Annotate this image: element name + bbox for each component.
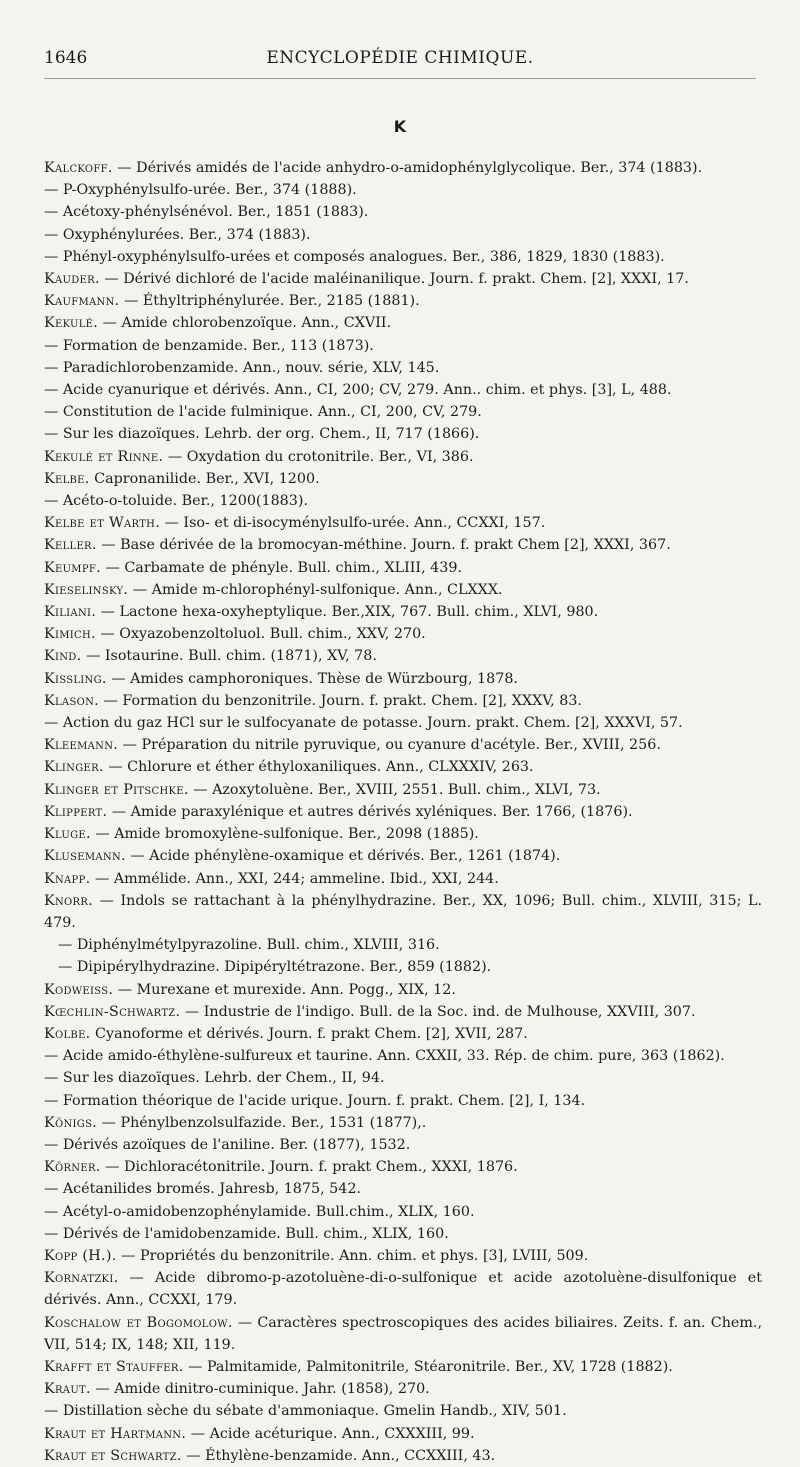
- entry-text: — Dérivés azoïques de l'aniline. Ber. (1877), 1532.: [44, 1136, 411, 1153]
- page-number: 1646: [44, 48, 88, 68]
- bibliography-entry: [44, 734, 762, 756]
- bibliography-entry: [44, 1423, 762, 1445]
- entry-author: Krafft et Stauffer.: [44, 1358, 184, 1375]
- entry-text: — Caractères spectroscopiques des acides biliaires. Zeits. f. an. Chem., VII, 514; IX, 148; XII, 119.: [44, 1314, 763, 1353]
- bibliography-entry: [44, 756, 762, 778]
- entry-text: — Éthyltriphénylurée. Ber., 2185 (1881).: [119, 293, 420, 310]
- bibliography-entry: [44, 1045, 762, 1067]
- bibliography-entry: [44, 423, 762, 445]
- bibliography-entry: [44, 224, 762, 246]
- bibliography-entry: [44, 335, 762, 357]
- entry-text: — Dichloracétonitrile. Journ. f. prakt Chem., XXXI, 1876.: [100, 1159, 518, 1176]
- entry-author: Körner.: [44, 1159, 101, 1176]
- bibliography-entry: [44, 956, 762, 978]
- section-letter: K: [393, 117, 407, 136]
- entry-text: — Dérivés de l'amidobenzamide. Bull. chim., XLIX, 160.: [44, 1225, 449, 1242]
- bibliography-entry: [44, 401, 762, 423]
- bibliography-entry: [44, 357, 762, 379]
- entry-text: — Acétoxy-phénylsénévol. Ber., 1851 (1883).: [44, 204, 369, 221]
- entry-text: — Phényl-oxyphénylsulfo-urées et composés analogues. Ber., 386, 1829, 1830 (1883).: [44, 248, 665, 265]
- bibliography-entry: [44, 1378, 762, 1400]
- bibliography-entry: [44, 312, 762, 334]
- entry-author: Kolbe.: [44, 1025, 91, 1042]
- bibliography-entry: [44, 246, 762, 268]
- entry-text: — Sur les diazoïques. Lehrb. der org. Chem., II, 717 (1866).: [44, 426, 480, 443]
- entry-author: Kornatzki.: [44, 1270, 119, 1287]
- entry-author: Kauder.: [44, 271, 100, 288]
- bibliography-entry: [44, 179, 762, 201]
- entry-text: — Éthylène-benzamide. Ann., CCXXIII, 43.: [181, 1447, 496, 1464]
- bibliography-entry: [44, 1001, 762, 1023]
- bibliography-entry: [44, 601, 762, 623]
- bibliography-entry: [44, 712, 762, 734]
- entry-author: Kind.: [44, 648, 82, 665]
- entry-author: Kodweiss.: [44, 981, 114, 998]
- bibliography-entry: [44, 490, 762, 512]
- bibliography-entry: [44, 1067, 762, 1089]
- entry-text: — Acide cyanurique et dérivés. Ann., CI, 200; CV, 279. Ann.. chim. et phys. [3], L, 488.: [44, 382, 672, 399]
- entry-text: — Diphénylmétylpyrazoline. Bull. chim., XLVIII, 316.: [58, 937, 440, 954]
- entry-text: — Acide amido-éthylène-sulfureux et taurine. Ann. CXXII, 33. Rép. de chim. pure, 363 (1862).: [44, 1048, 725, 1065]
- entry-author: Kimich.: [44, 626, 96, 643]
- entry-author: Kluge.: [44, 826, 91, 843]
- entry-text: — Oxydation du crotonitrile. Ber., VI, 386.: [163, 448, 474, 465]
- entry-author: Königs.: [44, 1114, 98, 1131]
- bibliography-entry: [44, 290, 762, 312]
- bibliography-entry: [44, 1312, 762, 1356]
- entry-author: Kelbe.: [44, 470, 90, 487]
- bibliography-entry: [44, 579, 762, 601]
- bibliography-entry: [44, 1245, 762, 1267]
- bibliography-entry: [44, 690, 762, 712]
- bibliography-entry: [44, 845, 762, 867]
- entry-text: Capronanilide. Ber., XVI, 1200.: [89, 470, 320, 487]
- entry-author: Kœchlin-Schwartz.: [44, 1003, 181, 1020]
- entry-text: — Indols se rattachant à la phénylhydrazine. Ber., XX, 1096; Bull. chim., XLVIII, 315; L. 479.: [44, 892, 762, 931]
- entry-text: — Propriétés du benzonitrile. Ann. chim. et phys. [3], LVIII, 509.: [116, 1247, 589, 1264]
- header-rule: [44, 78, 756, 79]
- bibliography-entry: [44, 1400, 762, 1422]
- entry-author: Keller.: [44, 537, 97, 554]
- bibliography-entry: [44, 201, 762, 223]
- entry-author: Kleemann.: [44, 737, 119, 754]
- bibliography-entry: [44, 268, 762, 290]
- bibliography-entry: [44, 1267, 762, 1311]
- entry-text: — Formation théorique de l'acide urique. Journ. f. prakt. Chem. [2], I, 134.: [44, 1092, 586, 1109]
- bibliography-entry: [44, 379, 762, 401]
- bibliography-entry: [44, 1023, 762, 1045]
- bibliography-entry: [44, 1178, 762, 1200]
- entry-author: Klason.: [44, 692, 99, 709]
- entry-text: — Amide bromoxylène-sulfonique. Ber., 2098 (1885).: [90, 826, 479, 843]
- entry-text: — Amide chlorobenzoïque. Ann., CXVII.: [98, 315, 392, 332]
- running-head: ENCYCLOPÉDIE CHIMIQUE.: [266, 48, 534, 68]
- entry-author: Knorr.: [44, 892, 94, 909]
- entry-text: — Acide dibromo-p-azotoluène-di-o-sulfonique et acide azotoluène-disulfonique et dérivés. Ann., CCXXI, 179.: [44, 1270, 762, 1309]
- bibliography-entry: [44, 1201, 762, 1223]
- entry-text: — Lactone hexa-oxyheptylique. Ber.,XIX, 767. Bull. chim., XLVI, 980.: [96, 604, 599, 621]
- entry-text: — Distillation sèche du sébate d'ammoniaque. Gmelin Handb., XIV, 501.: [44, 1403, 567, 1420]
- entry-text: — Formation du benzonitrile. Journ. f. prakt. Chem. [2], XXXV, 83.: [99, 692, 582, 709]
- entry-text: — Dipipérylhydrazine. Dipipéryltétrazone. Ber., 859 (1882).: [58, 959, 492, 976]
- bibliography-list: [44, 157, 762, 1467]
- entry-author: Kraut et Schwartz.: [44, 1447, 182, 1464]
- entry-text: — Acide phénylène-oxamique et dérivés. Ber., 1261 (1874).: [125, 848, 561, 865]
- entry-author: Knapp.: [44, 870, 91, 887]
- entry-text: — Formation de benzamide. Ber., 113 (1873).: [44, 337, 374, 354]
- entry-text: — Chlorure et éther éthyloxaniliques. Ann., CLXXXIV, 263.: [103, 759, 534, 776]
- bibliography-entry: [44, 446, 762, 468]
- entry-text: — Préparation du nitrile pyruvique, ou cyanure d'acétyle. Ber., XVIII, 256.: [118, 737, 661, 754]
- bibliography-entry: [44, 979, 762, 1001]
- bibliography-entry: [44, 801, 762, 823]
- bibliography-entry: [44, 779, 762, 801]
- entry-text: — Amide paraxylénique et autres dérivés xyléniques. Ber. 1766, (1876).: [107, 803, 633, 820]
- bibliography-entry: [44, 823, 762, 845]
- entry-text: — Amide m-chlorophényl-sulfonique. Ann., CLXXX.: [128, 581, 503, 598]
- entry-text: — Dérivé dichloré de l'acide maléinanilique. Journ. f. prakt. Chem. [2], XXXI, 17.: [99, 271, 689, 288]
- entry-author: Kiliani.: [44, 604, 97, 621]
- entry-text: — Isotaurine. Bull. chim. (1871), XV, 78.: [81, 648, 377, 665]
- bibliography-entry: [44, 623, 762, 645]
- entry-author: Kekulé et Rinne.: [44, 448, 164, 465]
- entry-author: Kraut.: [44, 1381, 91, 1398]
- entry-text: Cyanoforme et dérivés. Journ. f. prakt Chem. [2], XVII, 287.: [90, 1025, 528, 1042]
- entry-text: — Action du gaz HCl sur le sulfocyanate de potasse. Journ. prakt. Chem. [2], XXXVI, 57.: [44, 715, 683, 732]
- entry-author: Kieselinsky.: [44, 581, 129, 598]
- entry-text: — Constitution de l'acide fulminique. Ann., CI, 200, CV, 279.: [44, 404, 482, 421]
- entry-text: — Paradichlorobenzamide. Ann., nouv. série, XLV, 145.: [44, 359, 440, 376]
- entry-author: Kissling.: [44, 670, 107, 687]
- entry-text: — Base dérivée de la bromocyan-méthine. Journ. f. prakt Chem [2], XXXI, 367.: [96, 537, 671, 554]
- bibliography-entry: [44, 1223, 762, 1245]
- page-header: [44, 48, 756, 74]
- bibliography-entry: [44, 557, 762, 579]
- bibliography-entry: [44, 157, 762, 179]
- entry-text: — Acétanilides bromés. Jahresb, 1875, 542.: [44, 1181, 362, 1198]
- entry-author: Klinger.: [44, 759, 104, 776]
- entry-text: — Iso- et di-isocyménylsulfo-urée. Ann., CCXXI, 157.: [160, 515, 546, 532]
- bibliography-entry: [44, 512, 762, 534]
- bibliography-entry: [44, 1090, 762, 1112]
- bibliography-entry: [44, 868, 762, 890]
- bibliography-entry: [44, 468, 762, 490]
- entry-text: — Ammélide. Ann., XXI, 244; ammeline. Ibid., XXI, 244.: [90, 870, 499, 887]
- entry-text: — Acétyl-o-amidobenzophénylamide. Bull.chim., XLIX, 160.: [44, 1203, 475, 1220]
- entry-author: Kekulé.: [44, 315, 99, 332]
- entry-text: — Acide acéturique. Ann., CXXXIII, 99.: [186, 1425, 475, 1442]
- entry-text: — Carbamate de phényle. Bull. chim., XLIII, 439.: [100, 559, 463, 576]
- entry-text: — Dérivés amidés de l'acide anhydro-o-amidophénylglycolique. Ber., 374 (1883).: [112, 160, 703, 176]
- bibliography-entry: [44, 890, 762, 934]
- entry-text: — Palmitamide, Palmitonitrile, Stéaronitrile. Ber., XV, 1728 (1882).: [183, 1358, 673, 1375]
- bibliography-entry: [44, 1112, 762, 1134]
- bibliography-entry: [44, 534, 762, 556]
- entry-author: Klinger et Pitschke.: [44, 781, 189, 798]
- bibliography-entry: [44, 1445, 762, 1467]
- entry-author: Koschalow et Bogomolow.: [44, 1314, 233, 1331]
- bibliography-entry: [44, 934, 762, 956]
- entry-text: — Murexane et murexide. Ann. Pogg., XIX, 12.: [113, 981, 456, 998]
- entry-text: — Phénylbenzolsulfazide. Ber., 1531 (1877),.: [97, 1114, 427, 1131]
- entry-author: Kaufmann.: [44, 293, 120, 310]
- bibliography-entry: [44, 1134, 762, 1156]
- entry-text: — Amide dinitro-cuminique. Jahr. (1858), 270.: [90, 1381, 430, 1398]
- entry-text: — Azoxytoluène. Ber., XVIII, 2551. Bull. chim., XLVI, 73.: [188, 781, 601, 798]
- bibliography-entry: [44, 1356, 762, 1378]
- bibliography-entry: [44, 668, 762, 690]
- entry-text: — Oxyazobenzoltoluol. Bull. chim., XXV, 270.: [95, 626, 426, 643]
- entry-text: — Oxyphénylurées. Ber., 374 (1883).: [44, 226, 311, 243]
- entry-text: — Sur les diazoïques. Lehrb. der Chem., II, 94.: [44, 1070, 385, 1087]
- entry-text: — P-Oxyphénylsulfo-urée. Ber., 374 (1888).: [44, 182, 357, 199]
- entry-author: Kalckoff.: [44, 160, 113, 176]
- entry-text: — Acéto-o-toluide. Ber., 1200(1883).: [44, 493, 308, 510]
- entry-text: — Amides camphoroniques. Thèse de Würzbourg, 1878.: [106, 670, 518, 687]
- bibliography-entry: [44, 645, 762, 667]
- entry-author: Kraut et Hartmann.: [44, 1425, 187, 1442]
- entry-author: Klippert.: [44, 803, 108, 820]
- entry-text: — Industrie de l'indigo. Bull. de la Soc. ind. de Mulhouse, XXVIII, 307.: [180, 1003, 696, 1020]
- entry-author: Keumpf.: [44, 559, 101, 576]
- bibliography-entry: [44, 1156, 762, 1178]
- entry-author: Kelbe et Warth.: [44, 515, 161, 532]
- entry-author: Klusemann.: [44, 848, 126, 865]
- entry-author: Kopp (H.).: [44, 1247, 117, 1264]
